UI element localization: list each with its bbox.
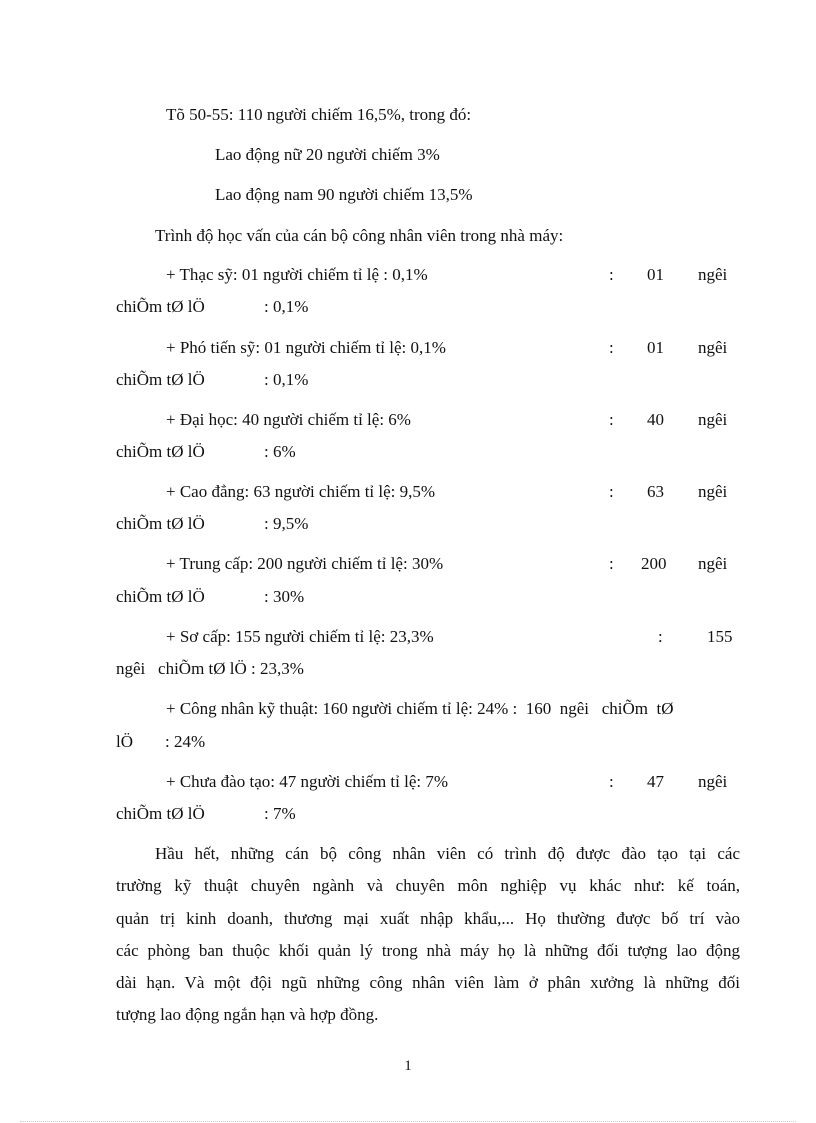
education-heading: Trình độ học vấn của cán bộ công nhân viên trong nhà máy:: [155, 226, 564, 245]
education-item-count: 47: [647, 772, 664, 791]
education-item-unit: ngêi: [698, 772, 728, 791]
education-item-continuation: chiÕm tØ lÖ: [116, 804, 205, 823]
education-item-unit: ngêi: [698, 554, 728, 573]
education-item-count: 01: [647, 265, 664, 284]
paragraph-line: trường kỹ thuật chuyên ngành và chuyên môn nghiệp vụ khác như: kế toán,: [116, 876, 740, 895]
male-workers-line: Lao động nam 90 người chiếm 13,5%: [215, 185, 473, 204]
education-item-colon: :: [609, 265, 614, 284]
group-heading: Tõ 50-55: 110 người chiếm 16,5%, trong đó:: [166, 105, 472, 124]
education-item-text: + Sơ cấp: 155 người chiếm tỉ lệ: 23,3%: [166, 627, 434, 646]
education-item-continuation: chiÕm tØ lÖ: [116, 587, 205, 606]
education-item-continuation: chiÕm tØ lÖ: [116, 514, 205, 533]
education-item-colon: :: [609, 410, 614, 429]
page-number: 1: [404, 1058, 412, 1074]
education-item-ratio: : 9,5%: [264, 514, 309, 533]
education-item-count: 155: [707, 627, 733, 646]
education-item-unit: ngêi: [698, 265, 728, 284]
education-item-colon: :: [658, 627, 663, 646]
education-item-continuation: chiÕm tØ lÖ: [116, 297, 205, 316]
female-workers-line: Lao động nữ 20 người chiếm 3%: [215, 145, 440, 164]
education-item-text: + Cao đẳng: 63 người chiếm tỉ lệ: 9,5%: [166, 482, 436, 501]
paragraph-line: dài hạn. Và một đội ngũ những công nhân viên làm ở phân xưởng là những đối: [116, 973, 740, 992]
education-item-text: + Chưa đào tạo: 47 người chiếm tỉ lệ: 7%: [166, 772, 449, 791]
education-item-unit: ngêi: [698, 338, 728, 357]
education-item-text: + Phó tiến sỹ: 01 người chiếm tỉ lệ: 0,1%: [166, 338, 446, 357]
education-item-ratio: : 7%: [264, 804, 296, 823]
education-item-ratio: : 0,1%: [264, 297, 309, 316]
education-item-text: + Thạc sỹ: 01 người chiếm tỉ lệ : 0,1%: [166, 265, 428, 284]
education-item-continuation: chiÕm tØ lÖ: [116, 442, 205, 461]
paragraph-line: các phòng ban thuộc khối quản lý trong nhà máy họ là những đối tượng lao động: [116, 941, 740, 960]
education-item-colon: :: [609, 482, 614, 501]
education-item-ratio: : 6%: [264, 442, 296, 461]
education-item-colon: :: [609, 554, 614, 573]
paragraph-line: tượng lao động ngắn hạn và hợp đồng.: [116, 1005, 379, 1024]
education-item-text: + Đại học: 40 người chiếm tỉ lệ: 6%: [166, 410, 411, 429]
paragraph-line: Hầu hết, những cán bộ công nhân viên có trình độ được đào tạo tại các: [155, 844, 740, 863]
education-item-unit: ngêi: [698, 482, 728, 501]
education-item-count: 63: [647, 482, 664, 501]
education-item-colon: :: [609, 772, 614, 791]
education-item-text: + Trung cấp: 200 người chiếm tỉ lệ: 30%: [166, 554, 444, 573]
education-item-ratio: : 30%: [264, 587, 305, 606]
footer-divider: [20, 1121, 796, 1122]
education-item-colon: :: [609, 338, 614, 357]
education-item-ratio: : 24%: [165, 732, 206, 751]
paragraph-line: quản trị kinh doanh, thương mại xuất nhập khẩu,... Họ thường được bố trí vào: [116, 909, 740, 928]
education-item-count: 40: [647, 410, 664, 429]
education-item-continuation: lÖ: [116, 732, 133, 751]
education-item-unit: ngêi: [698, 410, 728, 429]
education-item-ratio: : 0,1%: [264, 370, 309, 389]
education-item-count: 200: [641, 554, 667, 573]
education-item-text: + Công nhân kỹ thuật: 160 người chiếm tỉ lệ: 24% : 160 ngêi chiÕm tØ: [166, 699, 674, 718]
education-item-continuation: ngêi chiÕm tØ lÖ : 23,3%: [116, 659, 304, 678]
education-item-count: 01: [647, 338, 664, 357]
education-item-continuation: chiÕm tØ lÖ: [116, 370, 205, 389]
